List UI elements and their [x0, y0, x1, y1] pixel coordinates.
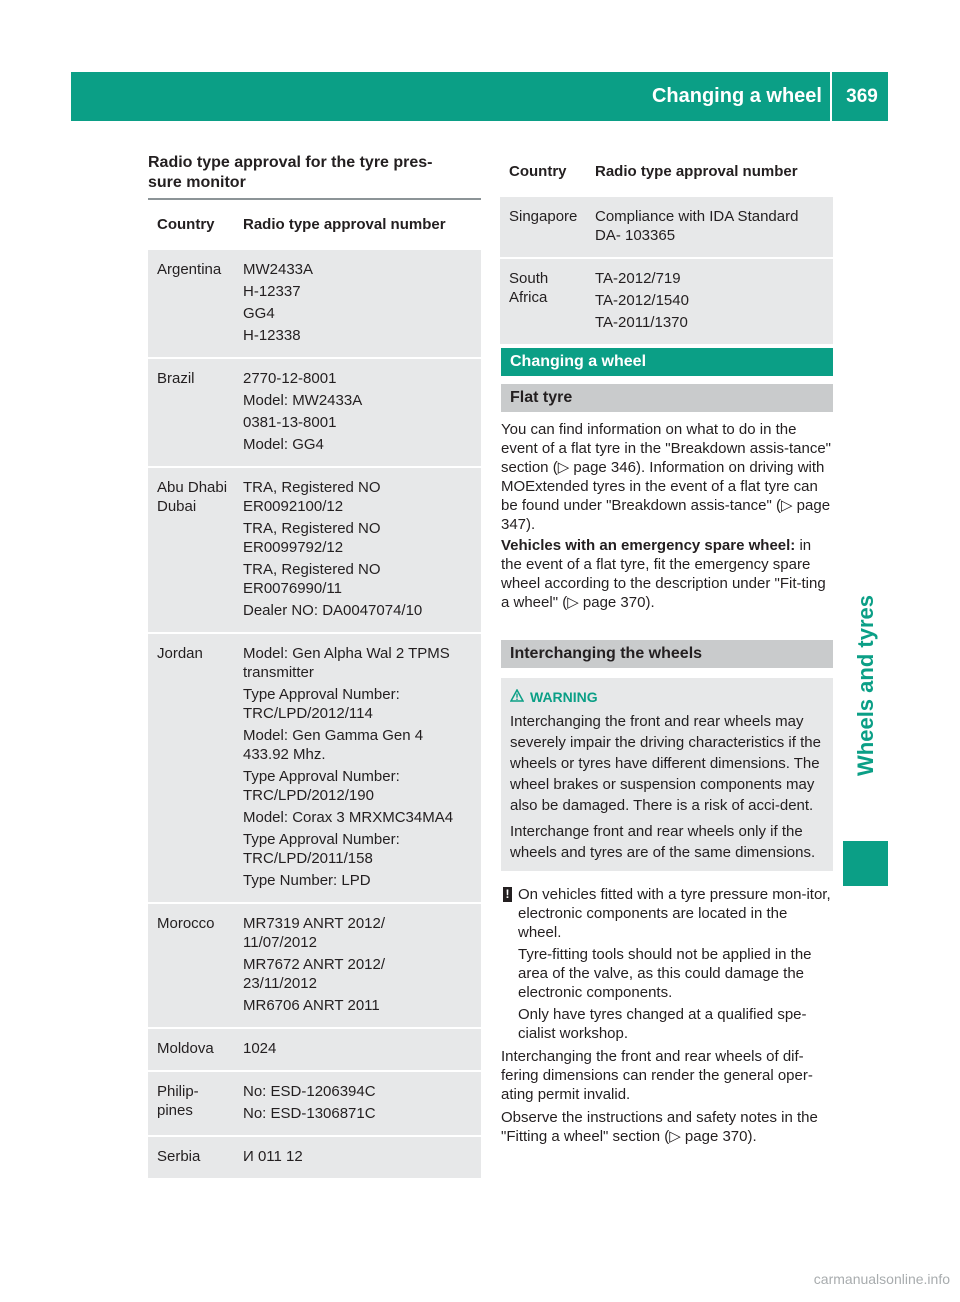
country-cell [148, 1135, 234, 1178]
approval-number-cell [234, 1135, 481, 1178]
warning-box [501, 678, 833, 871]
approval-number: TA-2012/1540 [595, 292, 689, 309]
country-cell [148, 902, 234, 1027]
approval-number-cell [234, 466, 481, 632]
header-section-title: Changing a wheel [651, 85, 822, 107]
approval-number: Model: MW2433A [243, 392, 363, 409]
header-divider [830, 72, 832, 121]
approval-number: No: ESD-1306871C [243, 1105, 376, 1122]
country-name: Singapore [509, 208, 578, 225]
exclamation-icon: ! [503, 887, 512, 902]
approval-number: Dealer NO: DA0047074/10 [243, 602, 423, 619]
approval-number: GG4 [243, 305, 275, 322]
approval-number: Type Approval Number: TRC/LPD/2012/114 [243, 686, 400, 722]
warning-paragraph-2: Interchange front and rear wheels only if the wheels and tyres are of the same dimensions. [510, 823, 816, 861]
watermark: carmanualsonline.info [813, 1271, 950, 1287]
approval-number-cell [234, 1070, 481, 1135]
subsection-title-interchanging: Interchanging the wheels [501, 640, 833, 668]
approval-number: Type Approval Number: TRC/LPD/2012/190 [243, 768, 400, 804]
table-row [500, 257, 833, 344]
approval-number: H-12338 [243, 327, 301, 344]
country-cell [148, 357, 234, 466]
warning-heading [510, 687, 825, 708]
spare-wheel-text: in the event of a flat tyre, fit the emergency spare wheel according to the description under "Fit-ting a wheel" (▷ page 370). [501, 537, 826, 611]
country-cell [148, 1070, 234, 1135]
column-header-country: Country [148, 201, 234, 248]
approval-number: Model: Corax 3 MRXMC34MA4 [243, 809, 454, 826]
approval-number: 2770-12-8001 [243, 370, 337, 387]
table-row [148, 466, 481, 632]
approval-number: 1024 [243, 1040, 277, 1057]
table-row [148, 357, 481, 466]
country-name: Serbia [157, 1148, 201, 1165]
country-cell [148, 632, 234, 902]
side-chapter-label: Wheels and tyres [853, 594, 879, 776]
page-number: 369 [846, 86, 878, 107]
country-name: South Africa [509, 270, 549, 306]
table-row [148, 902, 481, 1027]
note-block [501, 885, 833, 1043]
approval-number: MR7319 ANRT 2012/ 11/07/2012 [243, 915, 386, 951]
country-name: Moldova [157, 1040, 214, 1057]
approval-number: MR6706 ANRT 2011 [243, 997, 380, 1014]
approval-number: MR7672 ANRT 2012/ 23/11/2012 [243, 956, 386, 992]
note-line-3: Only have tyres changed at a qualified spe-cialist workshop. [518, 1006, 807, 1042]
table-row [148, 1027, 481, 1070]
country-name: Abu Dhabi Dubai [157, 479, 228, 515]
left-section-heading: Radio type approval for the tyre pres- sure monitor [148, 154, 433, 191]
table-row [148, 632, 481, 902]
approval-number: TRA, Registered NO ER0092100/12 [243, 479, 381, 515]
approval-table-right [500, 148, 833, 344]
note-line-1: On vehicles fitted with a tyre pressure mon-itor, electronic components are located in the wheel. [518, 886, 831, 941]
approval-number: Compliance with IDA Standard DA- 103365 [595, 208, 799, 244]
approval-number-cell [234, 632, 481, 902]
table-row [148, 1070, 481, 1135]
note-line-2: Tyre-fitting tools should not be applied in the area of the valve, as this could damage the electronic components. [518, 946, 812, 1001]
country-name: Morocco [157, 915, 215, 932]
approval-number: Type Approval Number: TRC/LPD/2011/158 [243, 831, 400, 867]
column-header-number: Radio type approval number [586, 148, 833, 195]
table-row [148, 1135, 481, 1178]
side-marker [843, 841, 888, 886]
side-chapter-tab [843, 580, 888, 790]
flat-tyre-paragraph: You can find information on what to do in the event of a flat tyre in the "Breakdown assis-tance" section (▷ page 346). Information on driving with MOExtended tyres in the event of a flat tyre can be found under "Breakdown assis-tance" (▷ page 347). [501, 421, 831, 533]
approval-number: Model: GG4 [243, 436, 324, 453]
table-row [500, 195, 833, 257]
spare-wheel-label: Vehicles with an emergency spare wheel: [501, 537, 796, 554]
approval-number-cell [234, 357, 481, 466]
table-row [148, 248, 481, 357]
approval-number: Model: Gen Gamma Gen 4 433.92 Mhz. [243, 727, 424, 763]
spare-wheel-paragraph [501, 536, 833, 612]
approval-number: H-12337 [243, 283, 301, 300]
dimensions-paragraph: Interchanging the front and rear wheels of dif-fering dimensions can render the general oper-ating permit invalid. [501, 1048, 813, 1103]
warning-label: WARNING [530, 689, 598, 705]
approval-number: MW2433A [243, 261, 314, 278]
approval-number: Model: Gen Alpha Wal 2 TPMS transmitter [243, 645, 450, 681]
approval-number: 0381-13-8001 [243, 414, 337, 431]
approval-number: TRA, Registered NO ER0099792/12 [243, 520, 381, 556]
column-header-country: Country [500, 148, 586, 195]
approval-number-cell [586, 257, 833, 344]
section-title-changing-wheel: Changing a wheel [501, 348, 833, 376]
approval-number: И 011 12 [243, 1148, 303, 1165]
approval-table-left [148, 201, 481, 1178]
heading-rule [148, 198, 481, 200]
approval-number: TA-2011/1370 [595, 314, 688, 331]
approval-number-cell [586, 195, 833, 257]
changing-wheel-section [501, 348, 833, 1150]
table-header-row [148, 201, 481, 248]
table-header-row [500, 148, 833, 195]
approval-number-cell [234, 902, 481, 1027]
instructions-paragraph: Observe the instructions and safety notes in the "Fitting a wheel" section (▷ page 370). [501, 1109, 818, 1145]
country-cell [148, 466, 234, 632]
warning-triangle-icon [510, 687, 524, 708]
column-header-number: Radio type approval number [234, 201, 481, 248]
warning-paragraph-1: Interchanging the front and rear wheels may severely impair the driving characteristics if the wheels or tyres have different dimensions. The wheel brakes or suspension components may also be damaged. There is a risk of acci-dent. [510, 713, 821, 814]
closing-paragraphs [501, 1047, 833, 1146]
subsection-title-flat-tyre: Flat tyre [501, 384, 833, 412]
approval-number-cell [234, 1027, 481, 1070]
approval-number-cell [234, 248, 481, 357]
approval-number: No: ESD-1206394C [243, 1083, 376, 1100]
country-name: Brazil [157, 370, 195, 387]
country-cell [148, 248, 234, 357]
country-name: Philip- pines [157, 1083, 199, 1119]
country-cell [500, 257, 586, 344]
country-cell [148, 1027, 234, 1070]
country-cell [500, 195, 586, 257]
country-name: Argentina [157, 261, 222, 278]
approval-number: TRA, Registered NO ER0076990/11 [243, 561, 381, 597]
approval-number: TA-2012/719 [595, 270, 681, 287]
country-name: Jordan [157, 645, 203, 662]
approval-number: Type Number: LPD [243, 872, 371, 889]
